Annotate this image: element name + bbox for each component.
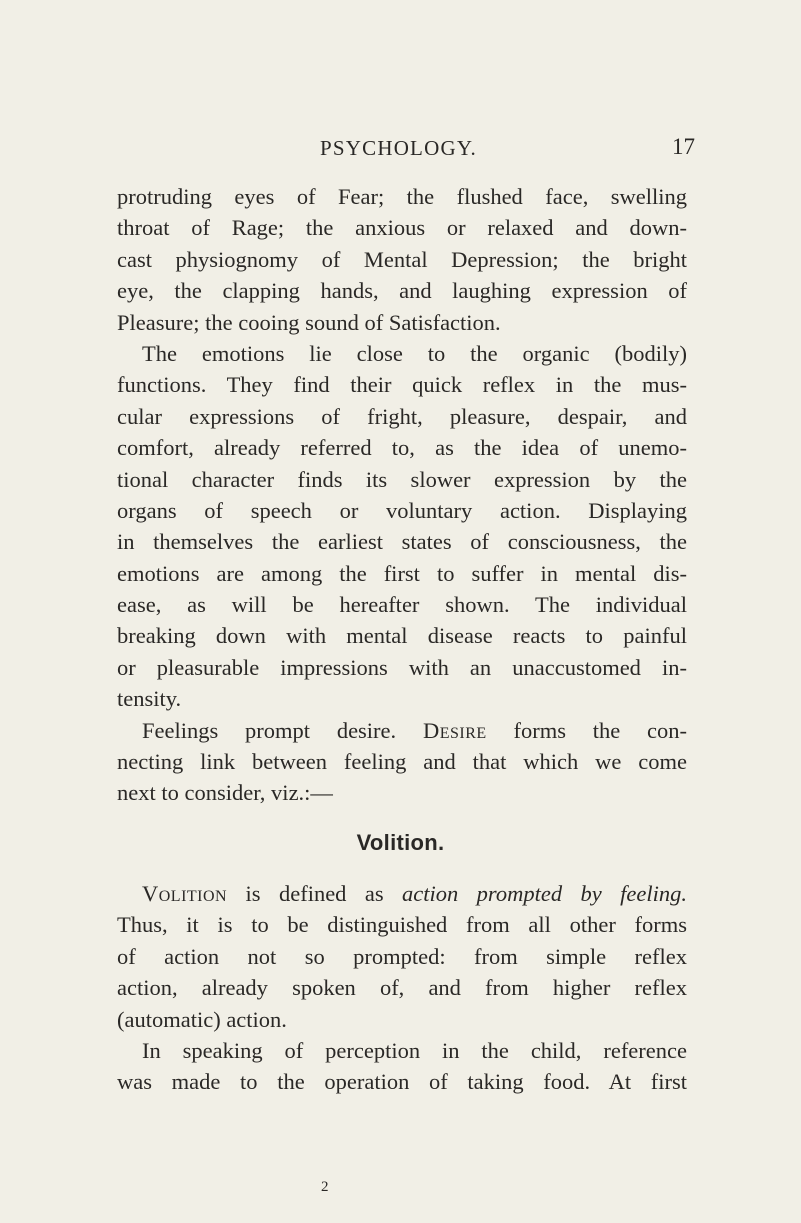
text-line: or pleasurable impressions with an unaccustomed in- [117, 654, 687, 680]
text-line: Thus, it is to be distinguished from all other forms [117, 912, 687, 938]
text-line: The emotions lie close to the organic (bodily) [142, 340, 687, 366]
text-line: comfort, already referred to, as the idea of unemo- [117, 435, 687, 461]
text-line: emotions are among the first to suffer in mental dis- [117, 560, 687, 586]
italic-phrase: action prompted by feeling. [402, 881, 688, 906]
text-fragment: forms the con- [513, 717, 688, 743]
text-fragment: Feelings prompt desire. [142, 717, 397, 743]
body-text-lower [117, 878, 687, 1098]
text-line: throat of Rage; the anxious or relaxed and down- [117, 215, 687, 241]
text-line: of action not so prompted: from simple reflex [117, 943, 687, 969]
text-line: ease, as will be hereafter shown. The individual [117, 592, 687, 618]
text-line: organs of speech or voluntary action. Displaying [117, 497, 687, 523]
text-line: was made to the operation of taking food. At first [117, 1069, 687, 1095]
page-number: 17 [672, 134, 695, 159]
text-line: tensity. [117, 686, 182, 712]
text-line: in themselves the earliest states of consciousness, the [117, 529, 687, 555]
text-line: necting link between feeling and that which we come [117, 749, 687, 775]
text-line: cast physiognomy of Mental Depression; the bright [117, 246, 687, 272]
text-line: (automatic) action. [117, 1006, 287, 1032]
text-line: protruding eyes of Fear; the flushed face, swelling [117, 184, 687, 209]
text-line: cular expressions of fright, pleasure, despair, and [117, 403, 687, 429]
text-line [117, 878, 687, 909]
text-line [117, 715, 687, 746]
text-line: breaking down with mental disease reacts to painful [117, 623, 687, 649]
small-caps-term: Desire [422, 717, 487, 743]
text-line: action, already spoken of, and from higher reflex [117, 975, 687, 1001]
running-head: PSYCHOLOGY. [320, 136, 477, 160]
text-line: Pleasure; the cooing sound of Satisfaction. [117, 309, 501, 335]
small-caps-term: Volition [142, 881, 228, 906]
text-fragment: is defined as [245, 881, 384, 906]
text-line: tional character finds its slower expression by the [117, 466, 687, 492]
body-text-upper [117, 181, 687, 809]
text-line: functions. They find their quick reflex in the mus- [117, 372, 687, 398]
text-line: In speaking of perception in the child, reference [142, 1037, 687, 1063]
signature-mark: 2 [321, 1179, 329, 1195]
text-line: next to consider, viz.:— [117, 780, 333, 806]
section-heading: Volition. [356, 830, 445, 855]
text-line: eye, the clapping hands, and laughing expression of [117, 278, 687, 304]
